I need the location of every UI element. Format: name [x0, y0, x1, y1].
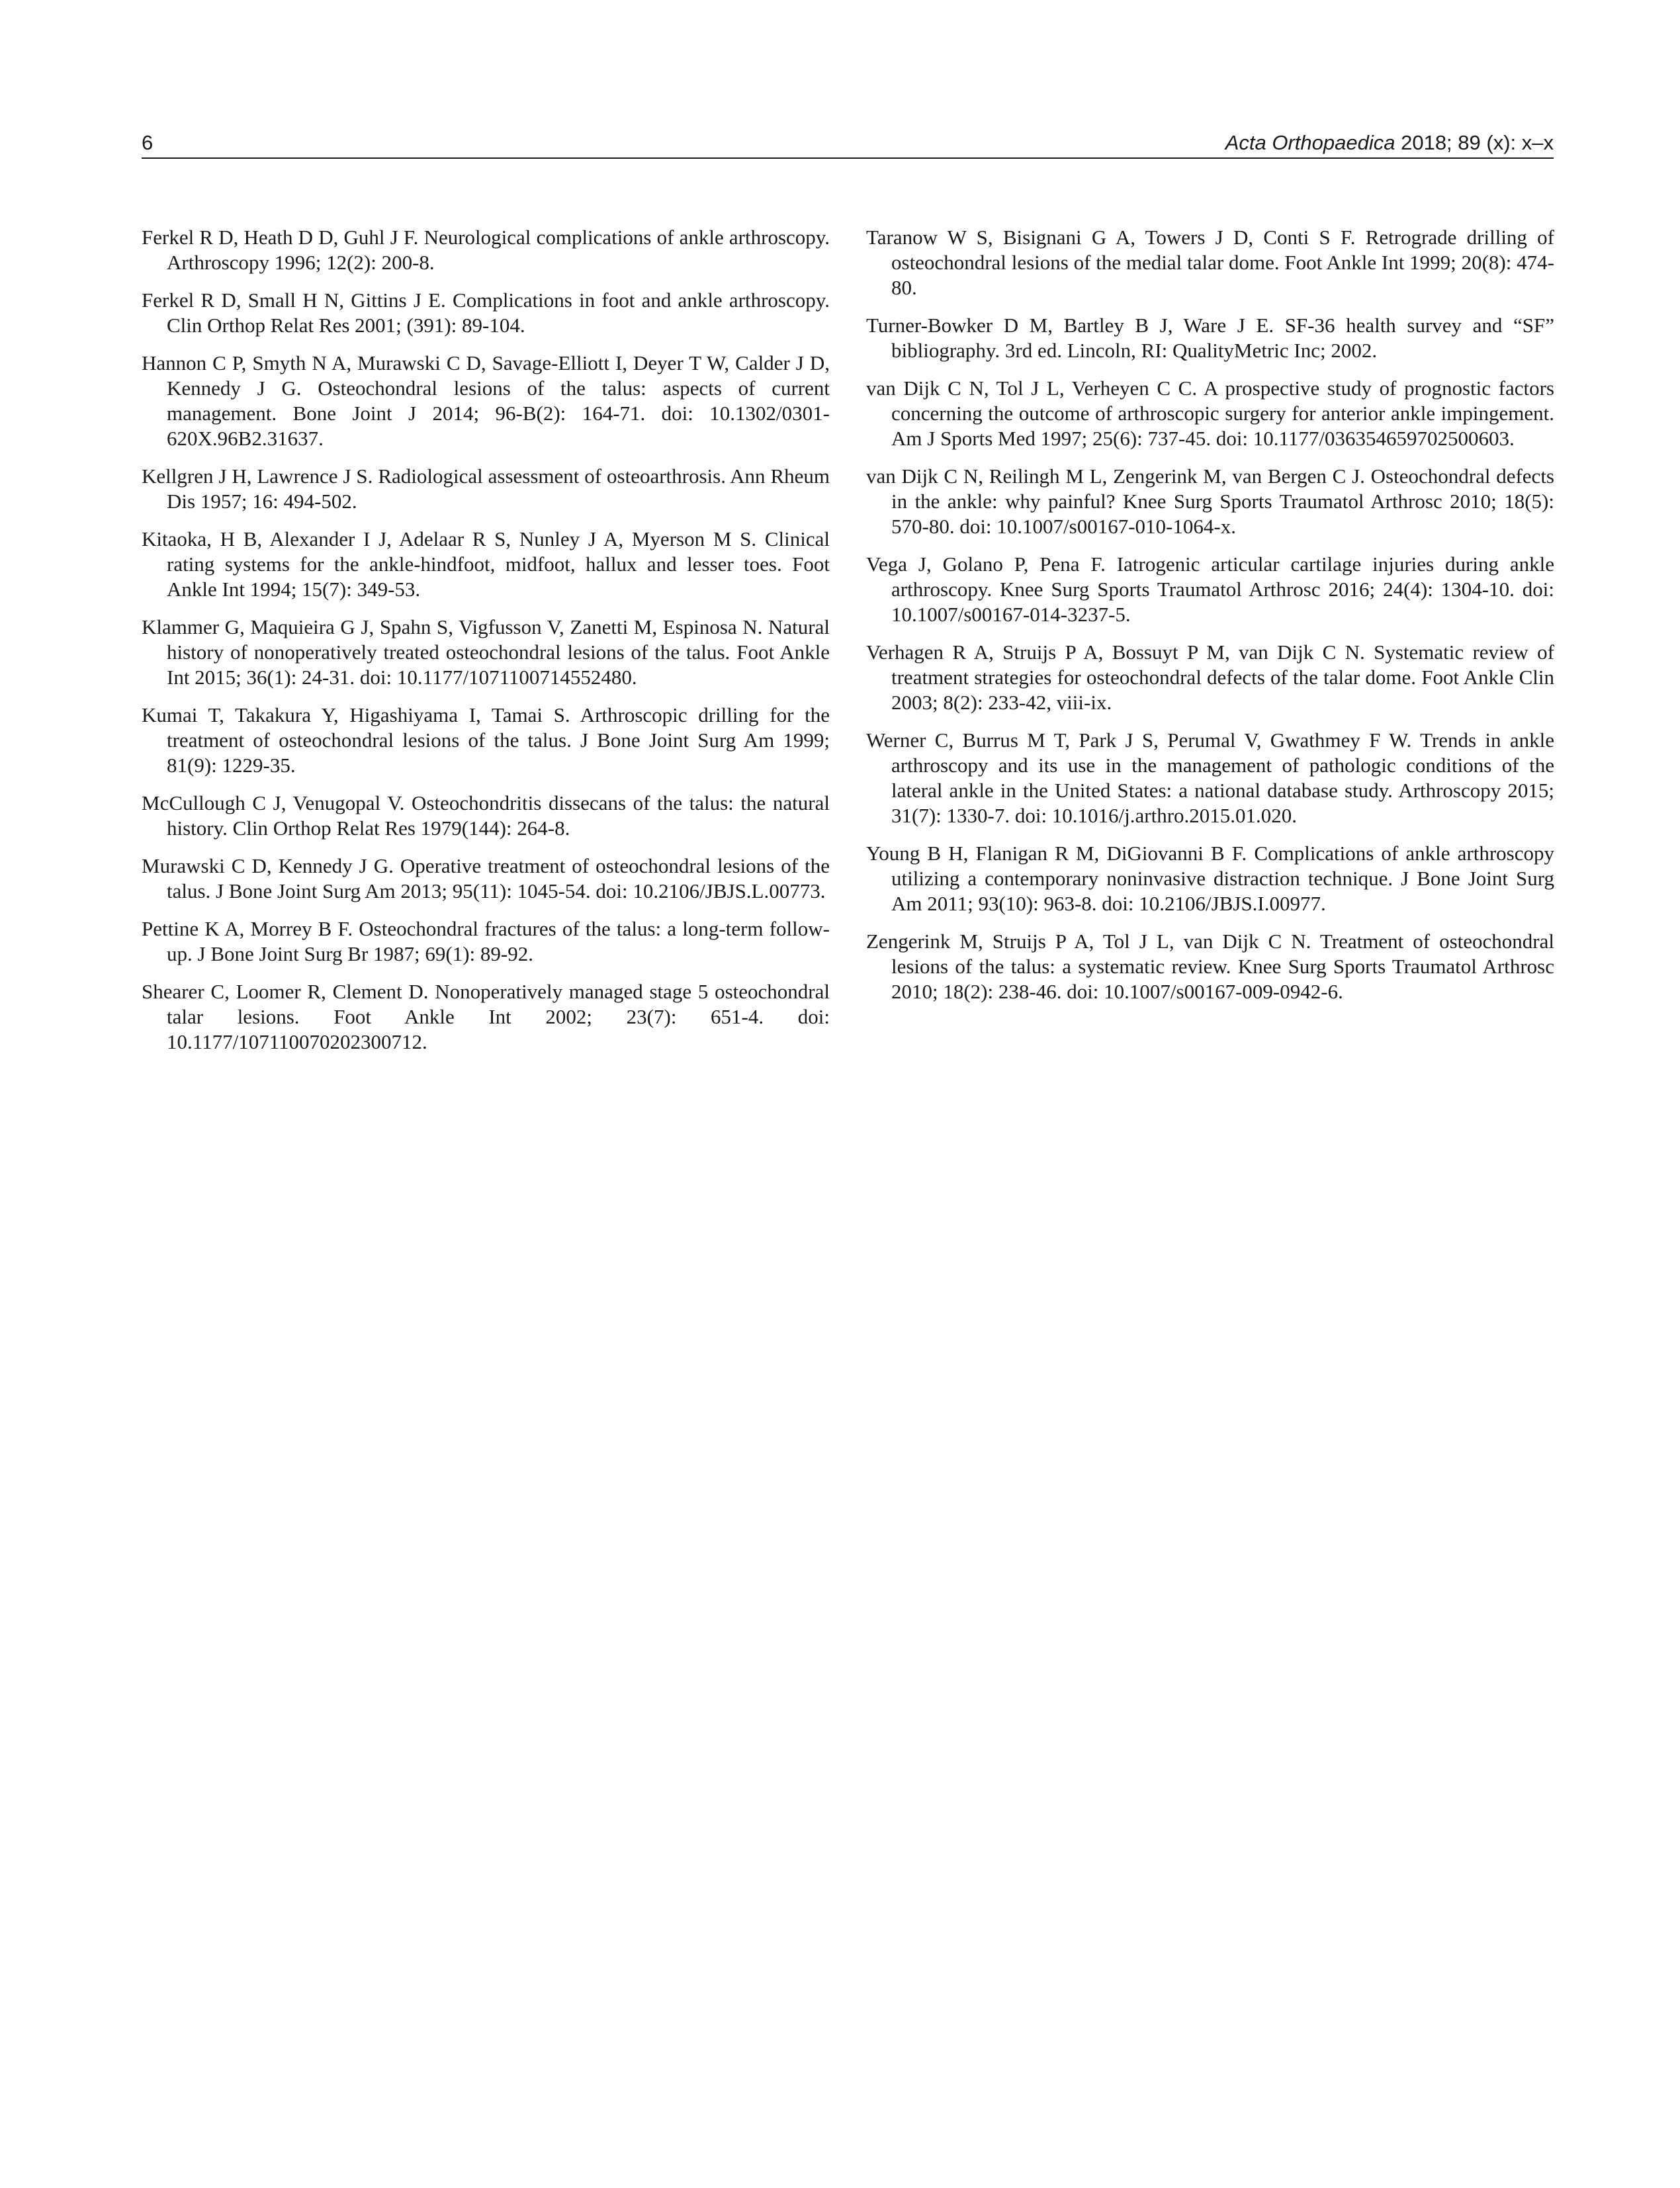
reference-item: Ferkel R D, Heath D D, Guhl J F. Neurological complications of ankle arthroscopy. Arthroscopy 1996; 12(2): 200-8.	[142, 226, 830, 274]
reference-item: Vega J, Golano P, Pena F. Iatrogenic articular cartilage injuries during ankle arthroscopy. Knee Surg Sports Traumatol Arthrosc 2016; 24(4): 1304-10. doi: 10.1007/s00167-014-3237-5.	[866, 552, 1554, 626]
journal-issue: 2018; 89 (x): x–x	[1395, 131, 1554, 154]
journal-citation	[1225, 131, 1554, 155]
reference-item: Young B H, Flanigan R M, DiGiovanni B F. Complications of ankle arthroscopy utilizing a contemporary noninvasive distraction technique. J Bone Joint Surg Am 2011; 93(10): 963-8. doi: 10.2106/JBJS.I.00977.	[866, 842, 1554, 915]
reference-item: Klammer G, Maquieira G J, Spahn S, Vigfusson V, Zanetti M, Espinosa N. Natural history of nonoperatively treated osteochondral lesions of the talus. Foot Ankle Int 2015; 36(1): 24-31. doi: 10.1177/1071100714552480.	[142, 615, 830, 689]
running-header	[142, 131, 1554, 159]
reference-item: McCullough C J, Venugopal V. Osteochondritis dissecans of the talus: the natural history. Clin Orthop Relat Res 1979(144): 264-8.	[142, 791, 830, 840]
reference-item: Taranow W S, Bisignani G A, Towers J D, Conti S F. Retrograde drilling of osteochondral lesions of the medial talar dome. Foot Ankle Int 1999; 20(8): 474-80.	[866, 226, 1554, 299]
reference-item: Hannon C P, Smyth N A, Murawski C D, Savage-Elliott I, Deyer T W, Calder J D, Kennedy J G. Osteochondral lesions of the talus: aspects of current management. Bone Joint J 2014; 96-B(2): 164-71. doi: 10.1302/0301-620X.96B2.31637.	[142, 351, 830, 450]
reference-item: Kitaoka, H B, Alexander I J, Adelaar R S, Nunley J A, Myerson M S. Clinical rating systems for the ankle-hindfoot, midfoot, hallux and lesser toes. Foot Ankle Int 1994; 15(7): 349-53.	[142, 527, 830, 601]
reference-item: Werner C, Burrus M T, Park J S, Perumal V, Gwathmey F W. Trends in ankle arthroscopy and its use in the management of pathologic conditions of the lateral ankle in the United States: a national database study. Arthroscopy 2015; 31(7): 1330-7. doi: 10.1016/j.arthro.2015.01.020.	[866, 728, 1554, 827]
reference-item: Shearer C, Loomer R, Clement D. Nonoperatively managed stage 5 osteochondral talar lesions. Foot Ankle Int 2002; 23(7): 651-4. doi: 10.1177/107110070202300712.	[142, 980, 830, 1053]
reference-item: Kumai T, Takakura Y, Higashiyama I, Tamai S. Arthroscopic drilling for the treatment of osteochondral lesions of the talus. J Bone Joint Surg Am 1999; 81(9): 1229-35.	[142, 703, 830, 777]
reference-item: Turner-Bowker D M, Bartley B J, Ware J E. SF-36 health survey and “SF” bibliography. 3rd ed. Lincoln, RI: QualityMetric Inc; 2002.	[866, 314, 1554, 362]
reference-item: van Dijk C N, Tol J L, Verheyen C C. A prospective study of prognostic factors concerning the outcome of arthroscopic surgery for anterior ankle impingement. Am J Sports Med 1997; 25(6): 737-45. doi: 10.1177/036354659702500603.	[866, 376, 1554, 450]
journal-name: Acta Orthopaedica	[1225, 131, 1395, 154]
reference-item: Pettine K A, Morrey B F. Osteochondral fractures of the talus: a long-term follow-up. J Bone Joint Surg Br 1987; 69(1): 89-92.	[142, 917, 830, 965]
reference-item: Kellgren J H, Lawrence J S. Radiological assessment of osteoarthrosis. Ann Rheum Dis 1957; 16: 494-502.	[142, 464, 830, 513]
reference-item: van Dijk C N, Reilingh M L, Zengerink M, van Bergen C J. Osteochondral defects in the ankle: why painful? Knee Surg Sports Traumatol Arthrosc 2010; 18(5): 570-80. doi: 10.1007/s00167-010-1064-x.	[866, 464, 1554, 538]
reference-item: Ferkel R D, Small H N, Gittins J E. Complications in foot and ankle arthroscopy. Clin Orthop Relat Res 2001; (391): 89-104.	[142, 288, 830, 337]
reference-item: Verhagen R A, Struijs P A, Bossuyt P M, van Dijk C N. Systematic review of treatment strategies for osteochondral defects of the talar dome. Foot Ankle Clin 2003; 8(2): 233-42, viii-ix.	[866, 640, 1554, 714]
reference-column-right	[866, 225, 1554, 1017]
reference-column-left	[142, 225, 830, 1067]
reference-item: Zengerink M, Struijs P A, Tol J L, van Dijk C N. Treatment of osteochondral lesions of the talus: a systematic review. Knee Surg Sports Traumatol Arthrosc 2010; 18(2): 238-46. doi: 10.1007/s00167-009-0942-6.	[866, 930, 1554, 1003]
reference-item: Murawski C D, Kennedy J G. Operative treatment of osteochondral lesions of the talus. J Bone Joint Surg Am 2013; 95(11): 1045-54. doi: 10.2106/JBJS.L.00773.	[142, 854, 830, 902]
page-number: 6	[142, 131, 154, 154]
